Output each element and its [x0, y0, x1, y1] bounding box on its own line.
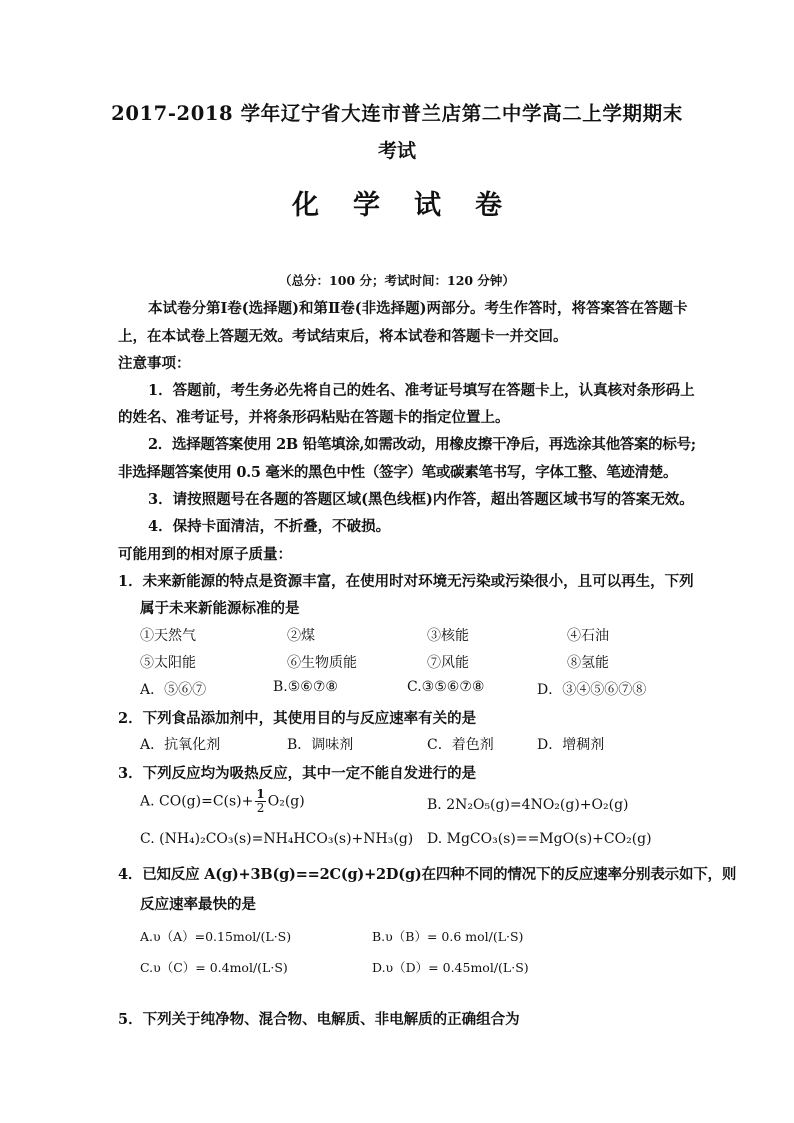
- q1-item: ⑧氢能: [567, 655, 609, 671]
- q3-option-a-text: A. CO(g)=C(s)+: [140, 793, 254, 810]
- note-1-line-2: 的姓名、准考证号，并将条形码粘贴在答题卡的指定位置上。: [118, 409, 510, 426]
- q2-stem: 2．下列食品添加剂中，其使用目的与反应速率有关的是: [118, 710, 477, 727]
- q1-item: ⑦风能: [427, 655, 469, 671]
- q2-option-b: B．调味剂: [287, 737, 354, 753]
- q1-stem-line-2: 属于未来新能源标准的是: [140, 600, 300, 617]
- q1-item: ③核能: [427, 628, 469, 644]
- q1-option-d: D．③④⑤⑥⑦⑧: [537, 682, 647, 698]
- exam-title-line2: 考试: [377, 140, 416, 162]
- intro-line-1: 本试卷分第Ⅰ卷(选择题)和第Ⅱ卷(非选择题)两部分。考生作答时，将答案答在答题卡: [148, 300, 688, 317]
- fraction: [255, 788, 265, 815]
- q1-item: ⑥生物质能: [287, 655, 357, 671]
- q1-option-a: A．⑤⑥⑦: [140, 682, 207, 698]
- q4-stem-line-2: 反应速率最快的是: [140, 896, 256, 913]
- exam-title-line1: 2017-2018 学年辽宁省大连市普兰店第二中学高二上学期期末: [111, 102, 683, 125]
- q3-option-c: C. (NH₄)₂CO₃(s)=NH₄HCO₃(s)+NH₃(g): [140, 831, 414, 847]
- atomic-mass-heading: 可能用到的相对原子质量：: [118, 546, 292, 563]
- intro-line-2: 上，在本试卷上答题无效。考试结束后，将本试卷和答题卡一并交回。: [118, 328, 568, 345]
- subject-title: 化学试卷: [292, 190, 536, 221]
- note-1-line-1: 1．答题前，考生务必先将自己的姓名、准考证号填写在答题卡上，认真核对条形码上: [148, 382, 695, 399]
- fraction-denominator: 2: [256, 801, 265, 815]
- q3-stem: 3．下列反应均为吸热反应，其中一定不能自发进行的是: [118, 765, 477, 782]
- q1-option-c: C.③⑤⑥⑦⑧: [407, 679, 485, 695]
- note-2-line-1: 2．选择题答案使用 2B 铅笔填涂,如需改动，用橡皮擦干净后，再选涂其他答案的标号;: [148, 436, 696, 453]
- fraction-numerator: 1: [256, 787, 265, 801]
- q1-item: ⑤太阳能: [140, 655, 196, 671]
- q2-option-a: A．抗氧化剂: [140, 737, 221, 753]
- q4-option-d: D.υ（D）= 0.45mol/(L·S): [372, 960, 529, 975]
- q1-stem-line-1: 1．未来新能源的特点是资源丰富，在使用时对环境无污染或污染很小，且可以再生，下列: [118, 573, 694, 590]
- exam-meta: （总分：100 分；考试时间：120 分钟）: [279, 273, 515, 288]
- q1-option-b: B.⑤⑥⑦⑧: [273, 679, 338, 695]
- q1-item: ②煤: [287, 628, 315, 644]
- q1-item: ④石油: [567, 628, 609, 644]
- notes-heading: 注意事项：: [118, 355, 191, 372]
- q3-option-b: B. 2N₂O₅(g)=4NO₂(g)+O₂(g): [427, 797, 629, 813]
- q3-option-a-tail: O₂(g): [267, 793, 305, 810]
- q4-option-a: A.υ（A）=0.15mol/(L·S): [140, 929, 292, 944]
- q2-option-c: C．着色剂: [427, 737, 494, 753]
- q4-stem-line-1: 4．已知反应 A(g)+3B(g)==2C(g)+2D(g)在四种不同的情况下的反应速率分别表示如下，则: [118, 866, 737, 883]
- note-4: 4．保持卡面清洁，不折叠，不破损。: [148, 518, 391, 535]
- q3-option-a: [140, 788, 305, 815]
- note-2-line-2: 非选择题答案使用 0.5 毫米的黑色中性（签字）笔或碳素笔书写，字体工整、笔迹清楚。: [118, 464, 678, 481]
- q3-option-d: D. MgCO₃(s)==MgO(s)+CO₂(g): [427, 831, 652, 847]
- q2-option-d: D．增稠剂: [537, 737, 605, 753]
- q5-stem: 5．下列关于纯净物、混合物、电解质、非电解质的正确组合为: [118, 1011, 520, 1028]
- q4-option-c: C.υ（C）= 0.4mol/(L·S): [140, 960, 288, 975]
- q1-item: ①天然气: [140, 628, 196, 644]
- note-3: 3．请按照题号在各题的答题区域(黑色线框)内作答，超出答题区域书写的答案无效。: [148, 491, 694, 508]
- q4-option-b: B.υ（B）= 0.6 mol/(L·S): [372, 929, 524, 944]
